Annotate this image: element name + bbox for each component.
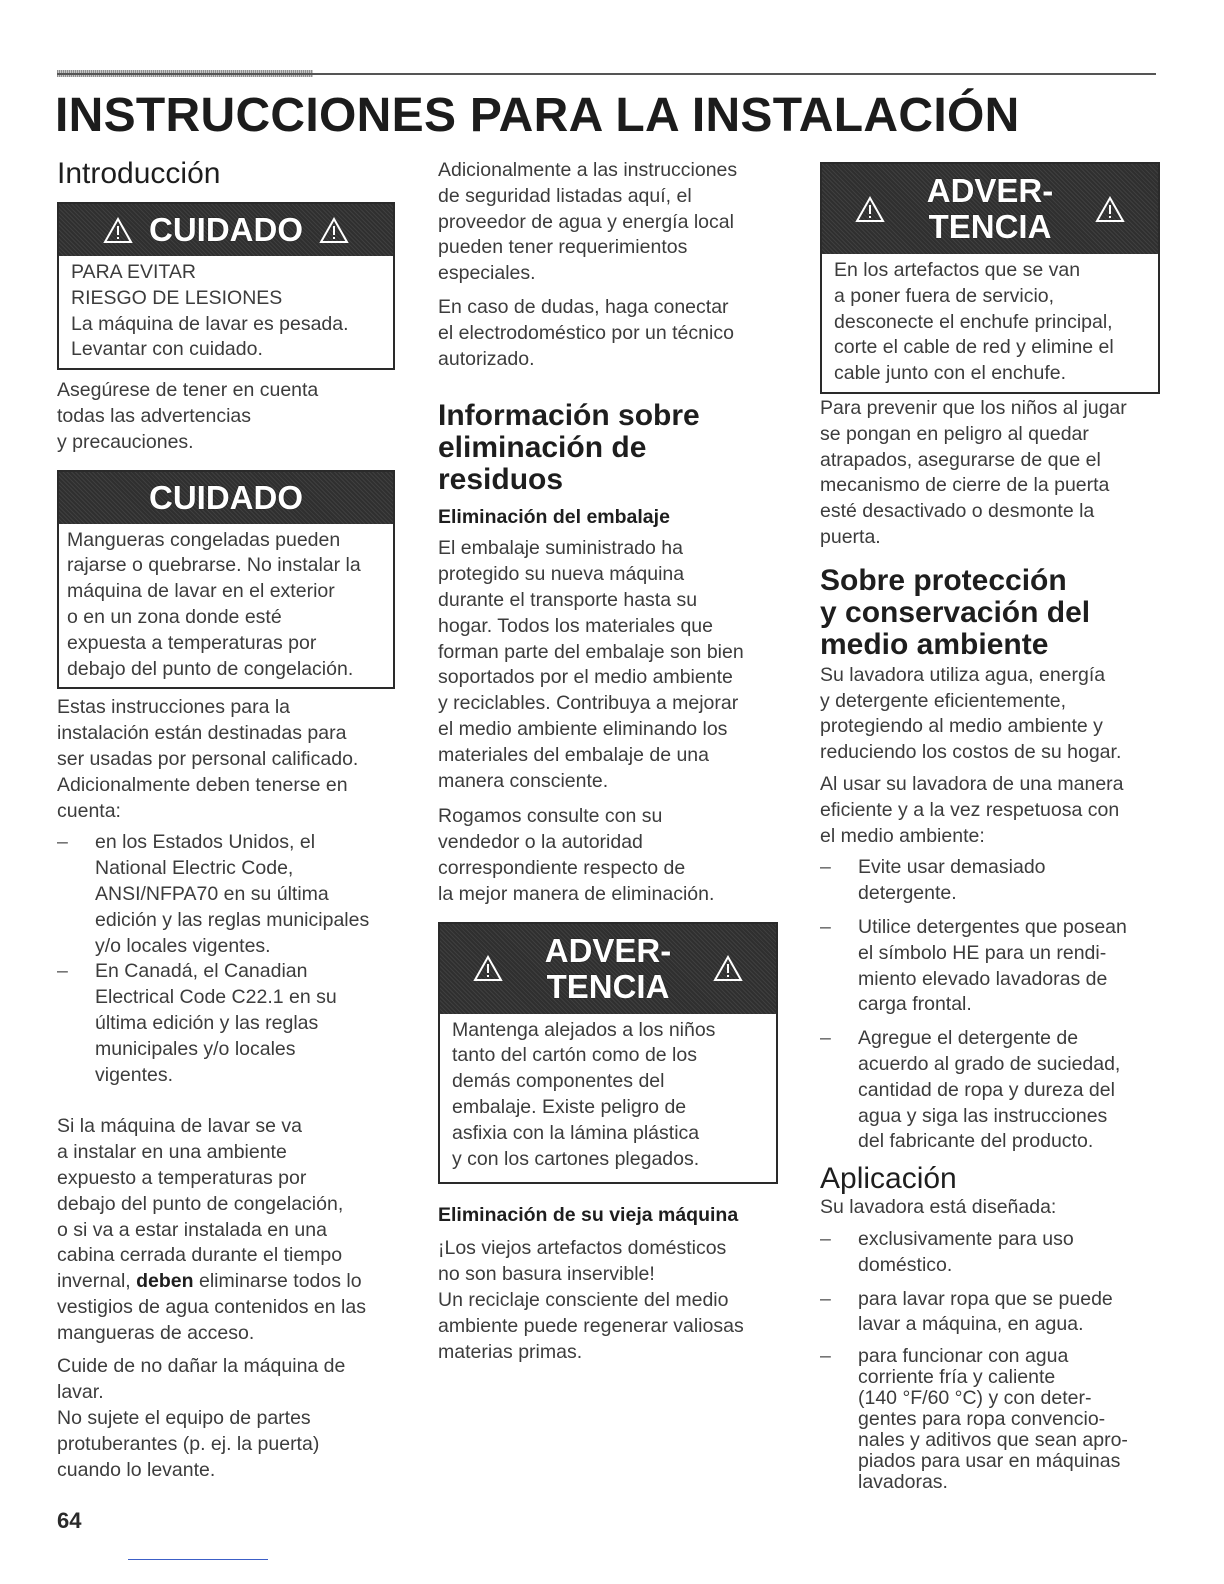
paragraph (820, 772, 1160, 849)
column-1 (57, 158, 397, 1483)
text-line: puerta. (820, 525, 881, 548)
text-line: correspondiente respecto de (438, 856, 686, 879)
text-line: National Electric Code, (95, 857, 294, 880)
warning-line: tanto del cartón como de los (452, 1044, 697, 1067)
warning-line: corte el cable de red y elimine el (834, 336, 1114, 359)
heading-line: y conservación del (820, 595, 1091, 629)
text-line: manera consciente. (438, 769, 609, 792)
caution-line: rajarse o quebrarse. No instalar la (67, 554, 361, 577)
text-line: y reciclables. Contribuya a mejorar (438, 692, 739, 715)
list-item (820, 855, 1160, 907)
column-2 (438, 158, 780, 1365)
caution-line: expuesta a temperaturas por (67, 631, 317, 654)
text-line: corriente fría y caliente (858, 1366, 1056, 1389)
text-line: en los Estados Unidos, el (95, 831, 316, 854)
text-line: para funcionar con agua (858, 1345, 1069, 1368)
text-line: nales y aditivos que sean apro- (858, 1429, 1128, 1452)
text-line: protuberantes (p. ej. la puerta) (57, 1432, 320, 1455)
text-line: Asegúrese de tener en cuenta (57, 379, 319, 402)
text-line: ser usadas por personal calificado. (57, 747, 359, 770)
list-item (820, 1346, 1160, 1493)
text-line: (140 °F/60 °C) y con deter- (858, 1387, 1092, 1410)
text-line: pueden tener requerimientos (438, 236, 688, 259)
text-line: el medio ambiente eliminando los (438, 717, 728, 740)
warning-triangle-icon (1095, 196, 1125, 223)
warning-label (927, 173, 1054, 245)
text-line: acuerdo al grado de suciedad, (858, 1052, 1121, 1075)
warning-line: En los artefactos que se van (834, 259, 1081, 281)
text-line: detergente. (858, 882, 957, 905)
warning-triangle-icon (319, 217, 349, 244)
text-line: agua y siga las instrucciones (858, 1104, 1108, 1127)
text-line: el electrodoméstico por un técnico (438, 321, 734, 344)
paragraph (438, 158, 780, 287)
text-line: lavadoras. (858, 1471, 948, 1494)
warning-triangle-icon (473, 955, 503, 982)
text-line: vendedor o la autoridad (438, 831, 643, 854)
paragraph (820, 663, 1160, 766)
list-item (820, 1287, 1160, 1339)
list-item (57, 959, 397, 1088)
text-line: Su lavadora utiliza agua, energía (820, 663, 1106, 686)
text-line: Agregue el detergente de (858, 1027, 1079, 1050)
text-line: forman parte del embalaje son bien (438, 640, 744, 663)
warning-line: desconecte el enchufe principal, (834, 310, 1113, 333)
text-line: a instalar en una ambiente (57, 1141, 287, 1164)
text-line: Su lavadora está diseñada: (820, 1196, 1057, 1219)
paragraph (57, 378, 397, 455)
text-line: protegido su nueva máquina (438, 563, 685, 586)
text-line: miento elevado lavadoras de (858, 967, 1108, 990)
caution-line: RIESGO DE LESIONES (71, 286, 283, 309)
warning-line: cable junto con el enchufe. (834, 362, 1067, 385)
warning-label (545, 933, 672, 1005)
heading-line: medio ambiente (820, 627, 1049, 661)
warning-body (822, 254, 1158, 392)
text-line: y/o locales vigentes. (95, 934, 271, 957)
text-line: del fabricante del producto. (858, 1130, 1094, 1153)
text-line: autorizado. (438, 347, 535, 370)
heading-aplicacion: Aplicación (820, 1162, 957, 1196)
caution-line: La máquina de lavar es pesada. (71, 312, 349, 335)
text-line: cantidad de ropa y dureza del (858, 1078, 1115, 1101)
section-heading-proteccion (820, 565, 1160, 661)
intro-heading: Introducción (57, 157, 221, 190)
caution-line: PARA EVITAR (71, 261, 196, 283)
text-line: Al usar su lavadora de una manera (820, 772, 1124, 795)
caution-line: máquina de lavar en el exterior (67, 580, 335, 603)
text-line: expuesto a temperaturas por (57, 1166, 307, 1189)
text-line: Para prevenir que los niños al jugar (820, 396, 1127, 419)
list-item (57, 830, 397, 959)
warning-triangle-icon (103, 217, 133, 244)
warning-line: y con los cartones plegados. (452, 1147, 700, 1170)
text-line: se pongan en peligro al quedar (820, 422, 1089, 445)
paragraph (57, 1114, 397, 1346)
text-line: mangueras de acceso. (57, 1321, 255, 1344)
text-line: ambiente puede regenerar valiosas (438, 1314, 744, 1337)
warning-body (440, 1014, 776, 1183)
text-line: doméstico. (858, 1253, 953, 1276)
text-line: Si la máquina de lavar se va (57, 1115, 302, 1138)
caution-box-1 (57, 202, 395, 370)
list-item (820, 915, 1160, 1018)
caution-body-2 (59, 524, 393, 688)
text-line: En Canadá, el Canadian (95, 960, 308, 983)
section-heading-residuos (438, 400, 780, 496)
text-span: eliminarse todos lo (199, 1270, 362, 1293)
text-line: No sujete el equipo de partes (57, 1407, 311, 1430)
text-line: vestigios de agua contenidos en las (57, 1295, 366, 1318)
text-line: Cuide de no dañar la máquina de (57, 1355, 346, 1378)
caution-box-2 (57, 470, 395, 690)
text-line: o si va a estar instalada en una (57, 1218, 327, 1241)
heading-line: Sobre protección (820, 563, 1067, 597)
paragraph (438, 1236, 780, 1365)
paragraph (438, 295, 780, 372)
text-line: de seguridad listadas aquí, el (438, 184, 692, 207)
subheading-embalaje: Eliminación del embalaje (438, 506, 670, 529)
text-line: eficiente y a la vez respetuosa con (820, 798, 1120, 821)
caution-line: debajo del punto de congelación. (67, 657, 354, 680)
text-line: Estas instrucciones para la (57, 696, 291, 719)
heading-line: residuos (438, 463, 564, 497)
paragraph (57, 1354, 397, 1483)
text-line: Adicionalmente a las instrucciones (438, 159, 738, 181)
warning-line: asfixia con la lámina plástica (452, 1121, 700, 1144)
text-line: última edición y las reglas (95, 1011, 319, 1034)
heading-line: eliminación de (438, 431, 647, 465)
warning-header (440, 924, 776, 1014)
text-line: y detergente eficientemente, (820, 689, 1067, 712)
caution-header-2 (59, 472, 393, 524)
regulation-list (57, 830, 397, 1088)
text-line: lavar a máquina, en agua. (858, 1313, 1084, 1336)
text-line: ¡Los viejos artefactos domésticos (438, 1237, 727, 1260)
text-line: todas las advertencias (57, 404, 252, 427)
paragraph (820, 396, 1160, 551)
text-line: el símbolo HE para un rendi- (858, 941, 1107, 964)
text-line: exclusivamente para uso (858, 1227, 1074, 1250)
text-line: proveedor de agua y energía local (438, 210, 734, 233)
text-line: lavar. (57, 1381, 104, 1404)
warning-header (822, 164, 1158, 254)
warning-triangle-icon (855, 196, 885, 223)
text-line: ANSI/NFPA70 en su última (95, 882, 329, 905)
warning-line: demás componentes del (452, 1070, 665, 1093)
text-line: piados para usar en máquinas (858, 1450, 1121, 1473)
warning-label-line: TENCIA (928, 208, 1052, 245)
text-line: cuando lo levante. (57, 1458, 216, 1481)
footer-rule (128, 1559, 268, 1560)
caution-header-1 (59, 204, 393, 256)
text-line: el medio ambiente: (820, 824, 985, 847)
emphasis-text: deben (136, 1270, 194, 1293)
warning-box-servicio (820, 162, 1160, 394)
text-line: durante el transporte hasta su (438, 588, 698, 611)
text-line (57, 1269, 397, 1295)
text-line: Utilice detergentes que posean (858, 915, 1127, 938)
text-line: materiales del embalaje de una (438, 743, 710, 766)
text-line: atrapados, asegurarse de que el (820, 448, 1101, 471)
caution-line: o en un zona donde esté (67, 605, 282, 628)
text-line: Un reciclaje consciente del medio (438, 1288, 729, 1311)
text-line: esté desactivado o desmonte la (820, 500, 1095, 523)
paragraph (438, 804, 780, 907)
text-line: reduciendo los costos de su hogar. (820, 741, 1122, 764)
paragraph (57, 695, 397, 824)
caution-line: Levantar con cuidado. (71, 338, 263, 361)
text-line: y precauciones. (57, 430, 194, 453)
text-line: instalación están destinadas para (57, 722, 347, 745)
warning-label-line: ADVER- (544, 931, 672, 969)
text-line: Electrical Code C22.1 en su (95, 986, 337, 1009)
warning-label-line: ADVER- (926, 172, 1054, 209)
caution-label: CUIDADO (149, 211, 303, 248)
warning-line: a poner fuera de servicio, (834, 284, 1055, 307)
text-line: Adicionalmente deben tenerse en (57, 773, 348, 796)
text-line: protegiendo al medio ambiente y (820, 715, 1103, 738)
text-line: especiales. (438, 262, 536, 285)
warning-triangle-icon (713, 955, 743, 982)
caution-line: Mangueras congeladas pueden (67, 528, 341, 551)
text-line: hogar. Todos los materiales que (438, 614, 713, 637)
text-line: edición y las reglas municipales (95, 908, 370, 931)
warning-line: Mantenga alejados a los niños (452, 1018, 716, 1041)
warning-label-line: TENCIA (546, 967, 670, 1005)
text-line: materias primas. (438, 1340, 583, 1363)
subheading-vieja-maquina: Eliminación de su vieja máquina (438, 1204, 739, 1227)
header-rule (57, 73, 1156, 75)
text-line: mecanismo de cierre de la puerta (820, 474, 1110, 497)
heading-line: Información sobre (438, 399, 700, 433)
text-line: soportados por el medio ambiente (438, 666, 733, 689)
page-title: INSTRUCCIONES PARA LA INSTALACIÓN (55, 89, 1020, 142)
text-line: El embalaje suministrado ha (438, 537, 683, 560)
warning-box-embalaje (438, 922, 778, 1185)
list-item (820, 1026, 1160, 1155)
text-line: municipales y/o locales (95, 1037, 296, 1060)
page-number: 64 (57, 1508, 82, 1533)
paragraph (438, 536, 780, 794)
text-line: cuenta: (57, 799, 121, 822)
warning-line: embalaje. Existe peligro de (452, 1095, 687, 1118)
text-line: no son basura inservible! (438, 1263, 655, 1286)
text-line: para lavar ropa que se puede (858, 1287, 1113, 1310)
text-line: carga frontal. (858, 993, 972, 1016)
caution-label: CUIDADO (149, 478, 303, 516)
text-line: debajo del punto de congelación, (57, 1192, 344, 1215)
text-line: gentes para ropa convencio- (858, 1408, 1106, 1431)
text-line: Evite usar demasiado (858, 856, 1046, 879)
text-line: cabina cerrada durante el tiempo (57, 1244, 343, 1267)
text-line: En caso de dudas, haga conectar (438, 295, 729, 318)
text-span: invernal, (57, 1270, 131, 1293)
list-item (820, 1227, 1160, 1279)
text-line: vigentes. (95, 1063, 174, 1086)
text-line: la mejor manera de eliminación. (438, 882, 715, 905)
application-list (820, 1227, 1160, 1493)
tips-list (820, 855, 1160, 1155)
text-line: Rogamos consulte con su (438, 805, 663, 828)
caution-body-1 (59, 256, 393, 368)
column-3 (820, 162, 1160, 1493)
